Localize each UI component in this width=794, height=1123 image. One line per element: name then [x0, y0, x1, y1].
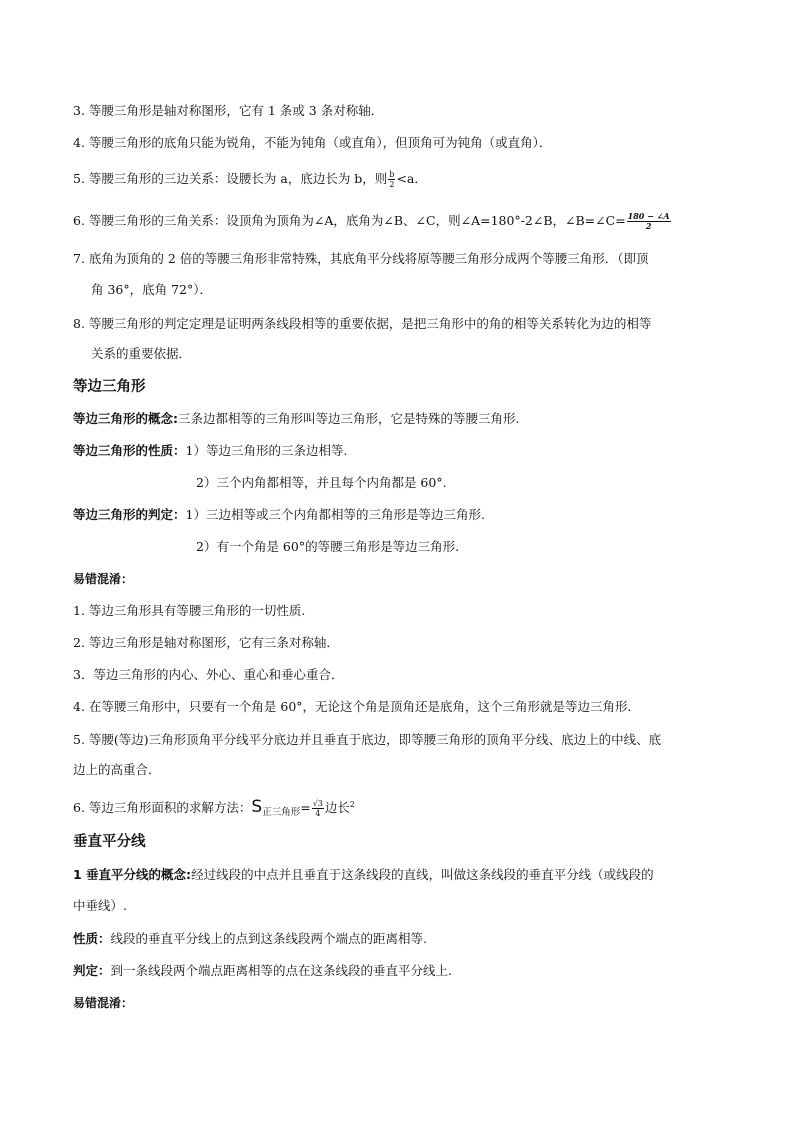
equilateral-item-3: 3．等边三角形的内心、外心、重心和垂心重合． — [73, 667, 344, 682]
fraction-denominator: 2 — [645, 221, 652, 231]
area-text: 6. 等边三角形面积的求解方法： — [73, 800, 252, 815]
iso-item-5 — [73, 170, 733, 189]
section-heading-equilateral: 等边三角形 — [73, 379, 146, 395]
fraction-numerator: 180 − ∠A — [627, 211, 670, 221]
iso-item-3: 3. 等腰三角形是轴对称图形，它有 1 条或 3 条对称轴． — [73, 103, 384, 118]
fraction-numerator: √3 — [312, 799, 323, 808]
judge-label: 判定： — [73, 963, 111, 978]
fraction-numerator: b — [389, 170, 395, 179]
property-text: 线段的垂直平分线上的点到这条线段两个端点的距离相等. — [110, 931, 427, 946]
iso-item-6 — [73, 212, 733, 231]
judge-text: 1）三边相等或三个内角都相等的三角形是等边三角形. — [185, 507, 485, 522]
concept-text: 三条边都相等的三角形叫等边三角形，它是特殊的等腰三角形. — [178, 411, 520, 426]
property-text: 1）等边三角形的三条边相等. — [185, 443, 348, 458]
fraction-angle — [627, 212, 671, 231]
equilateral-item-1: 1. 等边三角形具有等腰三角形的一切性质. — [73, 603, 306, 618]
perpendicular-confusion-label: 易错混淆： — [73, 996, 134, 1010]
area-side-label: 边长 — [324, 800, 350, 815]
perpendicular-property — [73, 930, 733, 948]
concept-label: 1 垂直平分线的概念: — [73, 867, 192, 882]
iso-item-5-text: 5. 等腰三角形的三边关系：设腰长为 a，底边长为 b，则 — [73, 171, 388, 186]
iso-item-5-tail: <a． — [396, 171, 427, 186]
equilateral-item-6-area — [73, 796, 733, 822]
property-label: 等边三角形的性质： — [73, 443, 186, 458]
fraction-denominator: 4 — [315, 809, 321, 818]
perpendicular-concept-line2: 中垂线）. — [73, 898, 127, 913]
property-label: 性质： — [73, 931, 111, 946]
area-superscript: 2 — [349, 800, 355, 809]
concept-text: 经过线段的中点并且垂直于这条线段的直线，叫做这条线段的垂直平分线（或线段的 — [191, 867, 654, 882]
area-subscript: 正三角形 — [262, 807, 301, 818]
concept-label: 等边三角形的概念: — [73, 411, 178, 426]
fraction-sqrt3-over-4 — [312, 799, 324, 818]
iso-item-8-line1: 8. 等腰三角形的判定定理是证明两条线段相等的重要依据，是把三角形中的角的相等关系转化为边的相等 — [73, 316, 652, 331]
fraction-b-over-2 — [388, 170, 395, 189]
equilateral-judge-1 — [73, 506, 733, 524]
iso-item-4: 4. 等腰三角形的底角只能为锐角，不能为钝角（或直角），但顶角可为钝角（或直角）． — [73, 135, 552, 150]
iso-item-7-line2: 角 36°，底角 72°）． — [91, 282, 213, 297]
area-equals: = — [300, 800, 311, 815]
section-heading-perpendicular: 垂直平分线 — [73, 834, 146, 850]
iso-item-7-line1: 7. 底角为顶角的 2 倍的等腰三角形非常特殊，其底角平分线将原等腰三角形分成两个等腰三角形．（即顶 — [73, 251, 649, 266]
perpendicular-concept-line1 — [73, 866, 733, 884]
judge-label: 等边三角形的判定： — [73, 507, 186, 522]
equilateral-judge-2: 2）有一个角是 60°的等腰三角形是等边三角形. — [196, 539, 460, 554]
perpendicular-judge — [73, 962, 733, 980]
equilateral-confusion-label: 易错混淆： — [73, 572, 134, 586]
equilateral-item-4: 4. 在等腰三角形中，只要有一个角是 60°，无论这个角是顶角还是底角，这个三角形就是等边三角形． — [73, 699, 641, 714]
fraction-denominator: 2 — [389, 180, 395, 189]
equilateral-concept — [73, 410, 733, 428]
equilateral-item-5-line2: 边上的高重合． — [73, 762, 161, 777]
equilateral-property-1 — [73, 442, 733, 460]
equilateral-property-2: 2）三个内角都相等，并且每个内角都是 60°. — [196, 475, 447, 490]
equilateral-item-5-line1: 5. 等腰(等边)三角形顶角平分线平分底边并且垂直于底边，即等腰三角形的顶角平分线、底边上的中线、底 — [73, 732, 662, 747]
equilateral-item-2: 2. 等边三角形是轴对称图形，它有三条对称轴． — [73, 635, 339, 650]
judge-text: 到一条线段两个端点距离相等的点在这条线段的垂直平分线上. — [110, 963, 452, 978]
iso-item-8-line2: 关系的重要依据． — [91, 346, 192, 361]
area-symbol: S — [251, 797, 263, 817]
iso-item-6-text: 6. 等腰三角形的三角关系：设顶角为顶角为∠A，底角为∠B、∠C，则∠A=180°-2∠B，∠B=∠C= — [73, 213, 626, 228]
